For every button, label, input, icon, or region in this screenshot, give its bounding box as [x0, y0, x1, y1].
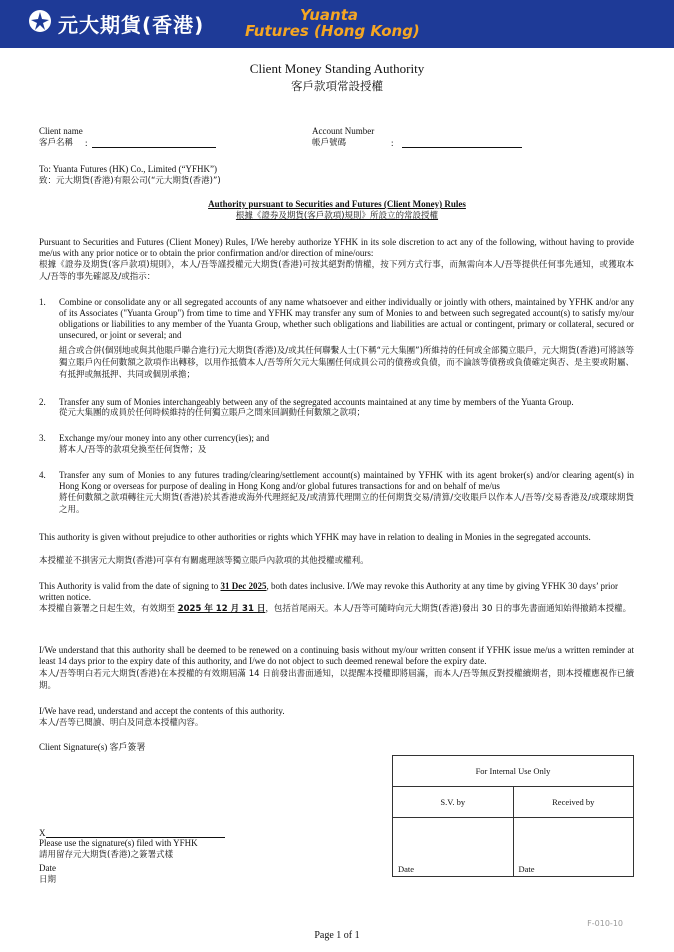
validity-date: 31 Dec 2025: [220, 581, 267, 591]
item-text-zh: 將任何數額之款項轉往元大期貨(香港)於其香港或海外代理經紀及/或清算代理開立的任何期貨交易/清算/交收賬戶以作本人/吾等/交易香港及/或環球期貨之用。: [59, 493, 634, 515]
sv-by-date-cell[interactable]: [393, 818, 514, 877]
signature-note-zh: 請用留存元大期貨(香港)之簽署式樣: [39, 850, 174, 860]
addressee-zh: 致：元大期貨(香港)有限公司(“元大期貨(香港)”): [39, 176, 221, 186]
company-name-en-bottom: Futures (Hong Kong): [245, 22, 420, 40]
signature-note: Please use the signature(s) filed with YFHK: [39, 838, 198, 848]
signature-date-label-zh: 日期: [39, 875, 57, 885]
item-number: 4.: [39, 470, 46, 480]
account-number-label-zh: 帳戶號碼: [312, 138, 347, 148]
signature-date-label: Date: [39, 863, 56, 873]
internal-use-table: [392, 755, 634, 877]
renewal-paragraph: I/We understand that this authority shall be deemed to be renewed on a continuing basis without my/our written consent if YFHK issue me/us a written reminder at least 14 days prior to the expiry date of this authority, and I/we do not object to such deemed renewal before the expiry date.: [39, 645, 634, 666]
acceptance-statement-zh: 本人/吾等已閱讀、明白及同意本授權內容。: [39, 718, 204, 728]
received-by-date-cell[interactable]: [513, 818, 634, 877]
page-number: Page 1 of 1: [314, 930, 360, 941]
header-banner: [0, 0, 674, 48]
received-by-header: Received by: [513, 787, 634, 818]
addressee: To: Yuanta Futures (HK) Co., Limited (“YFHK”): [39, 164, 218, 174]
item-text: Combine or consolidate any or all segregated accounts of any name whatsoever and either individually or jointly with others, maintained by YFHK and/or any of its Associates ("Yuanta Group") from time to time and YFHK may transfer any sum of Monies to and between such segregated account(s) to satisfy my/our obligations or liabilities to any member of the Yuanta Group, whether such obligations and liabilities are actual or contingent, primary or collateral, secured or unsecured, or joint or several; and: [59, 297, 634, 340]
item-text-zh: 將本人/吾等的款項兌換至任何貨幣；及: [59, 445, 207, 455]
document-title: Client Money Standing Authority: [249, 61, 425, 76]
account-number-label: Account Number: [312, 126, 375, 136]
client-name-label: Client name: [39, 126, 83, 136]
company-name-en-top: Yuanta: [300, 6, 358, 24]
intro-paragraph: Pursuant to Securities and Futures (Client Money) Rules, I/We hereby authorize YFHK in its sole discretion to act any of the following, without having to provide me/us with any prior notice or to obtain the prior confirmation and/or direction of mine/ours:: [39, 237, 634, 258]
account-number-field[interactable]: [402, 146, 522, 148]
item-number: 3.: [39, 433, 46, 443]
prejudice-paragraph: This authority is given without prejudice to other authorities or rights which YFHK may have in relation to dealing in Monies in the segregated accounts.: [39, 532, 591, 542]
client-name-label-zh: 客戶名稱: [39, 138, 74, 148]
acceptance-statement: I/We have read, understand and accept the contents of this authority.: [39, 706, 285, 716]
client-signature-label: Client Signature(s) 客戶簽署: [39, 742, 146, 752]
validity-text-pre-zh: 本授權自簽署之日起生效，有效期至: [39, 604, 178, 614]
sv-by-date-label: Date: [398, 864, 415, 874]
renewal-paragraph-zh: 本人/吾等明白若元大期貨(香港)在本授權的有效期屆滿 14 日前發出書面通知，以提醒本授權即將屆滿，而本人/吾等無反對授權續期者，則本授權應視作已續期。: [39, 669, 634, 691]
validity-paragraph: [39, 581, 634, 603]
yuanta-logo-icon: [28, 9, 52, 33]
sv-by-header: S.V. by: [393, 787, 514, 818]
internal-use-heading: For Internal Use Only: [393, 756, 634, 787]
validity-text-post-zh: ，包括首尾兩天。本人/吾等可隨時向元大期貨(香港)發出 30 日的事先書面通知始得撤銷本授權。: [265, 604, 632, 614]
item-number: 1.: [39, 297, 46, 307]
account-number-colon: :: [391, 138, 394, 148]
item-text: Transfer any sum of Monies to any futures trading/clearing/settlement account(s) maintained by YFHK with its agent broker(s) and/or clearing agent(s) in Hong Kong or overseas for purpose of dealing in Hong Kong and/or global futures transactions for and on behalf of me/us: [59, 470, 634, 491]
company-name-zh: 元大期貨(香港): [58, 13, 205, 37]
client-name-colon: :: [85, 138, 88, 148]
validity-date-zh: 2025 年 12 月 31 日: [177, 604, 266, 614]
authority-heading: Authority pursuant to Securities and Futures (Client Money) Rules: [208, 199, 466, 209]
validity-text-pre: This Authority is valid from the date of signing to: [39, 581, 221, 591]
item-number: 2.: [39, 397, 46, 407]
prejudice-paragraph-zh: 本授權並不損害元大期貨(香港)可享有有關處理該等獨立賬戶內款項的其他授權或權利。: [39, 556, 369, 566]
client-name-field[interactable]: [92, 146, 216, 148]
received-by-date-label: Date: [518, 864, 535, 874]
item-text-zh: 組合或合併(個別地或與其他賬戶聯合進行)元大期貨(香港)及/或其任何聯繫人士(下稱“元大集團”)所維持的任何或全部獨立賬戶，元大期貨(香港)可將該等獨立賬戶內任何數額之款項作出轉移，以用作抵償本人/吾等所欠元大集團任何成員公司的債務或負債，而不論該等債務或負債確定與否、是主要或附屬、有抵押或無抵押、共同或個別承擔；: [59, 346, 634, 380]
validity-text-post: , both dates inclusive. I/We may revoke this Authority at any time by giving YFHK 30 days’ prior written notice.: [39, 581, 618, 602]
validity-paragraph-zh: [39, 603, 634, 615]
form-number: F-010-10: [587, 919, 623, 928]
document-title-zh: 客戶款項常設授權: [291, 79, 383, 93]
authority-heading-zh: 根據《證券及期貨(客戶款項)規則》所設立的常設授權: [235, 211, 439, 221]
item-text: Transfer any sum of Monies interchangeably between any of the segregated accounts maintained at any time by members of the Yuanta Group.: [59, 397, 574, 407]
item-text-zh: 從元大集團的成員於任何時候維持的任何獨立賬戶之間來回調動任何數額之款項；: [59, 408, 366, 418]
intro-paragraph-zh: 根據《證券及期貨(客戶款項)規則》，本人/吾等謹授權元大期貨(香港)可按其絕對酌情權，按下列方式行事，而無需向本人/吾等提供任何事先通知，或獲取本人/吾等的事先確認及/或指示：: [39, 260, 634, 282]
signature-x-mark: X: [39, 828, 46, 838]
item-text: Exchange my/our money into any other currency(ies); and: [59, 433, 270, 443]
